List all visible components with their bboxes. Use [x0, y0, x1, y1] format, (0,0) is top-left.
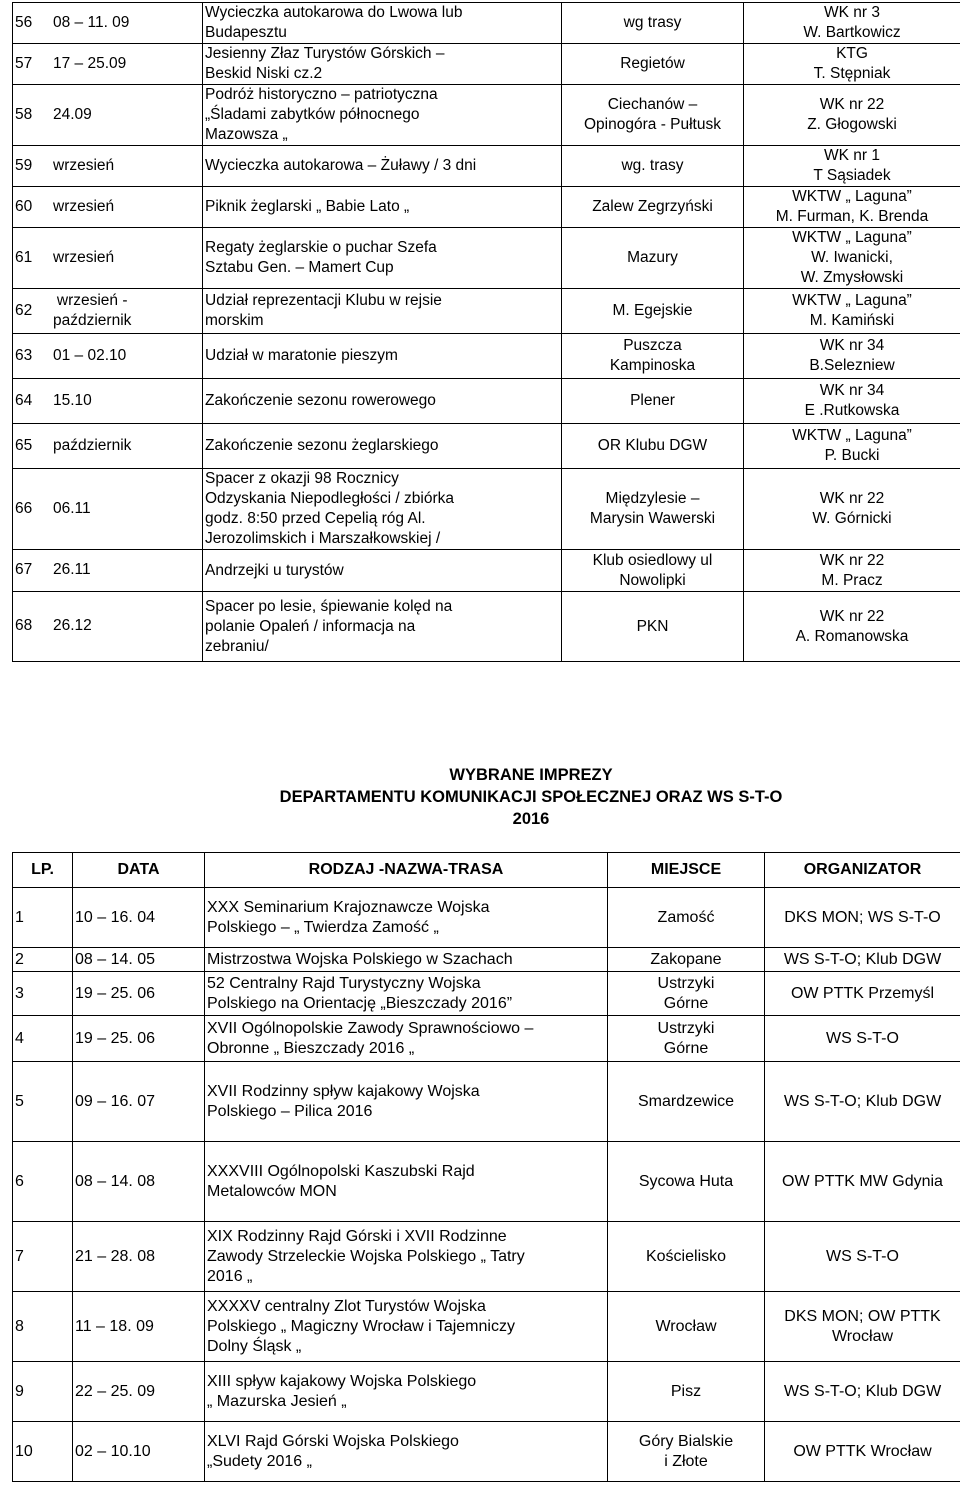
table-row — [13, 592, 960, 662]
row-number-date-cell — [13, 44, 203, 85]
row-date: 26.12 — [53, 617, 92, 635]
table-row — [13, 469, 960, 550]
row-organizer: WK nr 22 W. Górnicki — [744, 469, 960, 550]
row-organizer: DKS MON; WS S-T-O — [765, 888, 960, 948]
row-number-date-cell — [13, 469, 203, 550]
table-row — [13, 1222, 960, 1292]
row-date: 11 – 18. 09 — [73, 1292, 205, 1362]
row-place: Plener — [562, 379, 744, 424]
row-date: 19 – 25. 06 — [73, 1016, 205, 1062]
row-organizer: WK nr 22 M. Pracz — [744, 550, 960, 592]
row-event: Andrzejki u turystów — [203, 550, 562, 592]
row-no: 5 — [13, 1062, 73, 1142]
heading-line-3: 2016 — [512, 810, 550, 828]
table-row — [13, 1142, 960, 1222]
row-event: XVII Ogólnopolskie Zawody Sprawnościowo – Obronne „ Bieszczady 2016 „ — [205, 1016, 608, 1062]
row-number: 67 — [15, 561, 33, 579]
row-place: Ustrzyki Górne — [608, 1016, 765, 1062]
row-event: Zakończenie sezonu żeglarskiego — [203, 424, 562, 469]
row-date: 17 – 25.09 — [53, 54, 127, 72]
row-number-date-cell — [13, 289, 203, 334]
row-number: 58 — [15, 105, 33, 123]
row-event: XVII Rodzinny spływ kajakowy Wojska Polskiego – Pilica 2016 — [205, 1062, 608, 1142]
row-no: 8 — [13, 1292, 73, 1362]
row-place: Smardzewice — [608, 1062, 765, 1142]
row-event: Spacer z okazji 98 Rocznicy Odzyskania Niepodległości / zbiórka godz. 8:50 przed Cepelią róg Al. Jerozolimskich i Marszałkowskiej / — [203, 469, 562, 550]
heading-line-1: WYBRANE IMPREZY — [449, 766, 613, 784]
row-organizer: WS S-T-O; Klub DGW — [765, 948, 960, 972]
row-place: Regietów — [562, 44, 744, 85]
table-row — [13, 146, 960, 187]
row-no: 6 — [13, 1142, 73, 1222]
row-event: 52 Centralny Rajd Turystyczny Wojska Polskiego na Orientację „Bieszczady 2016” — [205, 972, 608, 1016]
table-row — [13, 85, 960, 146]
row-number-date-cell — [13, 550, 203, 592]
row-date: 10 – 16. 04 — [73, 888, 205, 948]
row-event: XLVI Rajd Górski Wojska Polskiego „Sudety 2016 „ — [205, 1422, 608, 1482]
row-place: Pisz — [608, 1362, 765, 1422]
row-place: Klub osiedlowy ul Nowolipki — [562, 550, 744, 592]
header-place: MIEJSCE — [608, 853, 765, 888]
row-date: wrzesień — [53, 156, 115, 174]
row-organizer: WK nr 34 E .Rutkowska — [744, 379, 960, 424]
row-place: OR Klubu DGW — [562, 424, 744, 469]
table-row — [13, 888, 960, 948]
row-no: 2 — [13, 948, 73, 972]
table-row — [13, 187, 960, 228]
row-event: XIX Rodzinny Rajd Górski i XVII Rodzinne Zawody Strzeleckie Wojska Polskiego „ Tatry 2016 „ — [205, 1222, 608, 1292]
row-no: 4 — [13, 1016, 73, 1062]
row-date: 19 – 25. 06 — [73, 972, 205, 1016]
row-date: wrzesień - październik — [53, 292, 132, 329]
row-organizer: OW PTTK Przemyśl — [765, 972, 960, 1016]
row-number-date-cell — [13, 146, 203, 187]
row-event: Zakończenie sezonu rowerowego — [203, 379, 562, 424]
table-row — [13, 334, 960, 379]
row-event: XXX Seminarium Krajoznawcze Wojska Polskiego – „ Twierdza Zamość „ — [205, 888, 608, 948]
row-no: 10 — [13, 1422, 73, 1482]
row-place: Ciechanów – Opinogóra - Pułtusk — [562, 85, 744, 146]
row-number: 61 — [15, 248, 33, 266]
row-number: 66 — [15, 499, 33, 517]
row-date: 08 – 11. 09 — [53, 13, 130, 31]
row-no: 9 — [13, 1362, 73, 1422]
row-place: Góry Bialskie i Złote — [608, 1422, 765, 1482]
row-date: 21 – 28. 08 — [73, 1222, 205, 1292]
row-date: 22 – 25. 09 — [73, 1362, 205, 1422]
row-place: Kościelisko — [608, 1222, 765, 1292]
row-place: Zamość — [608, 888, 765, 948]
row-date: 08 – 14. 08 — [73, 1142, 205, 1222]
row-organizer: KTG T. Stępniak — [744, 44, 960, 85]
row-event: Regaty żeglarskie o puchar Szefa Sztabu Gen. – Mamert Cup — [203, 228, 562, 289]
row-number: 62 — [15, 302, 33, 319]
table-row — [13, 550, 960, 592]
table-row — [13, 1016, 960, 1062]
row-event: Wycieczka autokarowa do Lwowa lub Budapesztu — [203, 3, 562, 44]
header-organizer: ORGANIZATOR — [765, 853, 960, 888]
row-organizer: WS S-T-O; Klub DGW — [765, 1062, 960, 1142]
table-row — [13, 424, 960, 469]
row-organizer: WK nr 34 B.Selezniew — [744, 334, 960, 379]
row-number: 59 — [15, 156, 33, 174]
row-place: Zakopane — [608, 948, 765, 972]
row-organizer: WKTW „ Laguna” P. Bucki — [744, 424, 960, 469]
row-date: 15.10 — [53, 391, 92, 409]
row-number: 57 — [15, 54, 33, 72]
row-event: XIII spływ kajakowy Wojska Polskiego „ Mazurska Jesień „ — [205, 1362, 608, 1422]
table-row — [13, 289, 960, 334]
row-place: Mazury — [562, 228, 744, 289]
row-number: 63 — [15, 346, 33, 364]
row-date: wrzesień — [53, 248, 115, 266]
row-number: 56 — [15, 13, 33, 31]
row-date: 02 – 10.10 — [73, 1422, 205, 1482]
table-row — [13, 1292, 960, 1362]
row-event: Jesienny Złaz Turystów Górskich – Beskid Niski cz.2 — [203, 44, 562, 85]
row-place: PKN — [562, 592, 744, 662]
row-no: 3 — [13, 972, 73, 1016]
row-date: wrzesień — [53, 197, 115, 215]
row-place: wg trasy — [562, 3, 744, 44]
header-date: DATA — [73, 853, 205, 888]
row-date: 24.09 — [53, 105, 92, 123]
row-event: Udział w maratonie pieszym — [203, 334, 562, 379]
events-table-continued — [12, 2, 960, 662]
row-number: 60 — [15, 197, 33, 215]
table-header-row — [13, 853, 960, 888]
row-number-date-cell — [13, 187, 203, 228]
row-no: 1 — [13, 888, 73, 948]
row-place: wg. trasy — [562, 146, 744, 187]
row-place: M. Egejskie — [562, 289, 744, 334]
row-organizer: WK nr 22 Z. Głogowski — [744, 85, 960, 146]
heading-line-2: DEPARTAMENTU KOMUNIKACJI SPOŁECZNEJ ORAZ WS S-T-O — [279, 788, 783, 806]
row-number-date-cell — [13, 3, 203, 44]
row-organizer: WKTW „ Laguna” M. Kamiński — [744, 289, 960, 334]
table-row — [13, 1062, 960, 1142]
row-organizer: WK nr 3 W. Bartkowicz — [744, 3, 960, 44]
row-organizer: OW PTTK Wrocław — [765, 1422, 960, 1482]
row-place: Zalew Zegrzyński — [562, 187, 744, 228]
row-organizer: WKTW „ Laguna” W. Iwanicki, W. Zmysłowski — [744, 228, 960, 289]
table-row — [13, 972, 960, 1016]
row-number-date-cell — [13, 228, 203, 289]
row-organizer: WS S-T-O — [765, 1016, 960, 1062]
row-number-date-cell — [13, 424, 203, 469]
row-organizer: WK nr 22 A. Romanowska — [744, 592, 960, 662]
table-row — [13, 44, 960, 85]
row-event: Udział reprezentacji Klubu w rejsie morskim — [203, 289, 562, 334]
table-row — [13, 379, 960, 424]
row-number: 64 — [15, 391, 33, 409]
row-event: XXXXV centralny Zlot Turystów Wojska Polskiego „ Magiczny Wrocław i Tajemniczy Dolny Śląsk „ — [205, 1292, 608, 1362]
selected-events-table — [12, 852, 960, 1482]
section-heading — [0, 764, 960, 830]
table-row — [13, 1362, 960, 1422]
header-lp: LP. — [13, 853, 73, 888]
table-row — [13, 3, 960, 44]
row-number: 68 — [15, 617, 33, 635]
row-place: Sycowa Huta — [608, 1142, 765, 1222]
row-organizer: WK nr 1 T Sąsiadek — [744, 146, 960, 187]
header-event: RODZAJ -NAZWA-TRASA — [205, 853, 608, 888]
row-date: 09 – 16. 07 — [73, 1062, 205, 1142]
row-organizer: DKS MON; OW PTTK Wrocław — [765, 1292, 960, 1362]
row-number-date-cell — [13, 379, 203, 424]
row-organizer: WS S-T-O — [765, 1222, 960, 1292]
row-place: Ustrzyki Górne — [608, 972, 765, 1016]
row-place: Wrocław — [608, 1292, 765, 1362]
row-number-date-cell — [13, 334, 203, 379]
row-organizer: WS S-T-O; Klub DGW — [765, 1362, 960, 1422]
row-place: Międzylesie – Marysin Wawerski — [562, 469, 744, 550]
row-event: Piknik żeglarski „ Babie Lato „ — [203, 187, 562, 228]
row-event: Wycieczka autokarowa – Żuławy / 3 dni — [203, 146, 562, 187]
row-organizer: WKTW „ Laguna” M. Furman, K. Brenda — [744, 187, 960, 228]
table-row — [13, 1422, 960, 1482]
row-date: 26.11 — [53, 561, 91, 579]
row-event: Podróż historyczno – patriotyczna „Śladami zabytków północnego Mazowsza „ — [203, 85, 562, 146]
row-date: 01 – 02.10 — [53, 346, 127, 364]
row-date: 08 – 14. 05 — [73, 948, 205, 972]
row-no: 7 — [13, 1222, 73, 1292]
row-number-date-cell — [13, 85, 203, 146]
row-number-date-cell — [13, 592, 203, 662]
row-number: 65 — [15, 436, 33, 454]
table-row — [13, 228, 960, 289]
row-place: Puszcza Kampinoska — [562, 334, 744, 379]
row-event: XXXVIII Ogólnopolski Kaszubski Rajd Metalowców MON — [205, 1142, 608, 1222]
row-date: 06.11 — [53, 499, 91, 517]
row-event: Spacer po lesie, śpiewanie kolęd na polanie Opaleń / informacja na zebraniu/ — [203, 592, 562, 662]
row-organizer: OW PTTK MW Gdynia — [765, 1142, 960, 1222]
table-row — [13, 948, 960, 972]
row-date: październik — [53, 436, 132, 454]
row-event: Mistrzostwa Wojska Polskiego w Szachach — [205, 948, 608, 972]
